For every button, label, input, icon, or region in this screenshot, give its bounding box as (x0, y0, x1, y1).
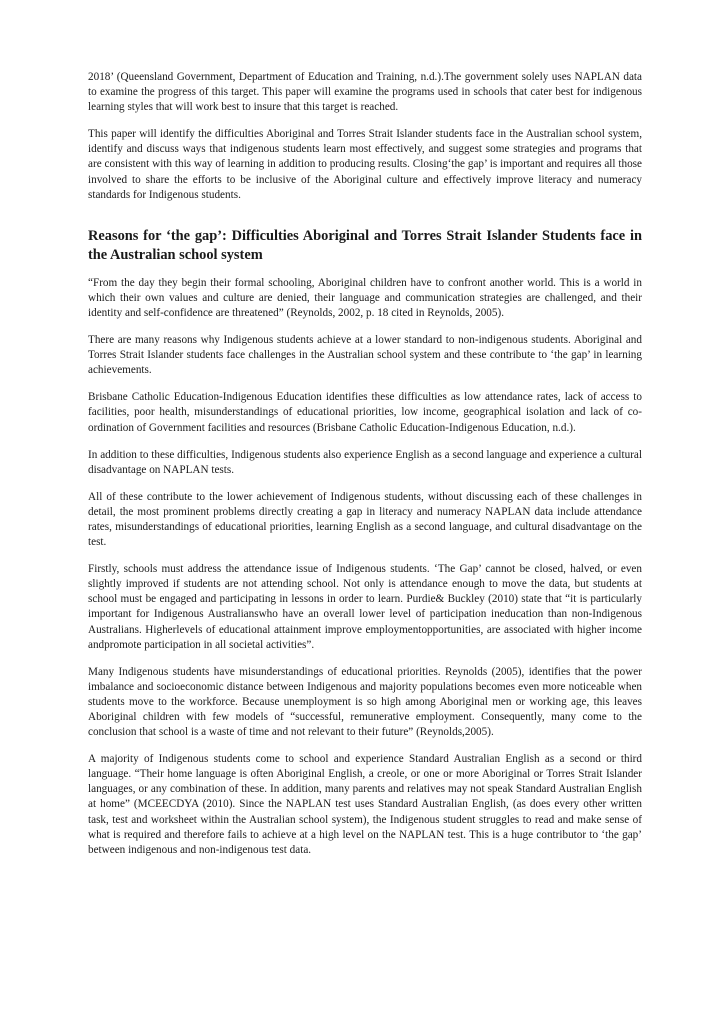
paragraph-difficulties: Brisbane Catholic Education-Indigenous Education identifies these difficulties as low attendance rates, lack of access to facilities, poor health, misunderstandings of educational priorities, low income, geographical isolation and lack of co-ordination of Government facilities and resources (Brisbane Catholic Education-Indigenous Education, n.d.). (88, 391, 642, 434)
paragraph-educational-priorities: Many Indigenous students have misunderstandings of educational priorities. Reynolds (2005), identifies that the power imbalance and socioeconomic distance between Indigenous and majority populations becomes even more noticeable when students move to the workforce. Because unemployment is so high among Aboriginal men or working age, this leaves Aboriginal children with few models of “successful, remunerative employment. Consequently, many come to the conclusion that school is a waste of time and not relevant to their future” (Reynolds,2005). (88, 665, 642, 739)
paragraph-english-second-language: In addition to these difficulties, Indigenous students also experience English as a second language and experience a cultural disadvantage on NAPLAN tests. (88, 448, 642, 476)
paragraph-prominent-problems: All of these contribute to the lower achievement of Indigenous students, without discussing each of these challenges in detail, the most prominent problems directly creating a gap in literacy and numeracy NAPLAN data include attendance rates, misunderstandings of educational priorities, learning English as a second language, and cultural disadvantage on the test. (88, 490, 642, 549)
paragraph-standard-english: A majority of Indigenous students come to school and experience Standard Australian English as a second or third language. “Their home language is often Aboriginal English, a creole, or one or more Aboriginal or Torres Strait Islander languages, or any combination of these. In addition, many parents and relatives may not speak Standard Australian English at home” (MCEECDYA (2010). Since the NAPLAN test uses Standard Australian English, (as does every other written task, test and worksheet within the Australian school system), the Indigenous student struggles to read and make sense of what is required and therefore fails to achieve at a high level on the NAPLAN test. This is a huge contributor to ‘the gap’ between indigenous and non-indigenous test data. (88, 753, 642, 856)
section-heading: Reasons for ‘the gap’: Difficulties Aboriginal and Torres Strait Islander Students face in the Australian school system (88, 227, 642, 263)
paragraph-attendance: Firstly, schools must address the attendance issue of Indigenous students. ‘The Gap’ cannot be closed, halved, or even slightly improved if students are not attending school. Not only is attendance enough to move the data, but students at school must be engaged and participating in lessons in order to learn. Purdie& Buckley (2010) state that “it is particularly important for Indigenous Australianswho have an overall lower level of participation ineducation than non-Indigenous Australians. Higherlevels of educational attainment improve employmentopportunities, are associated with higher income andpromote participation in all societal activities”. (88, 563, 642, 651)
paragraph-intro-target: 2018’ (Queensland Government, Department of Education and Training, n.d.).The government solely uses NAPLAN data to examine the progress of this target. This paper will examine the programs used in schools that cater best for indigenous learning styles that will work best to insure that this target is reached. (88, 71, 642, 114)
paragraph-intro-purpose: This paper will identify the difficulties Aboriginal and Torres Strait Islander students face in the Australian school system, identify and discuss ways that indigenous students learn most effectively, and suggest some strategies and programs that are consistent with this way of learning in addition to producing results. Closing‘the gap’ is important and requires all those involved to share the efforts to be inclusive of the Aboriginal culture and effectively improve literacy and numeracy standards for Indigenous students. (88, 128, 642, 201)
paragraph-quote-reynolds: “From the day they begin their formal schooling, Aboriginal children have to confront another world. This is a world in which their own values and culture are denied, their language and communication strategies are challenged, and their identity and self-confidence are threatened” (Reynolds, 2002, p. 18 cited in Reynolds, 2005). (88, 276, 642, 319)
paragraph-reasons: There are many reasons why Indigenous students achieve at a lower standard to non-indigenous students. Aboriginal and Torres Strait Islander students face challenges in the Australian school system and these contribute to ‘the gap’ in learning achievements. (88, 334, 642, 377)
